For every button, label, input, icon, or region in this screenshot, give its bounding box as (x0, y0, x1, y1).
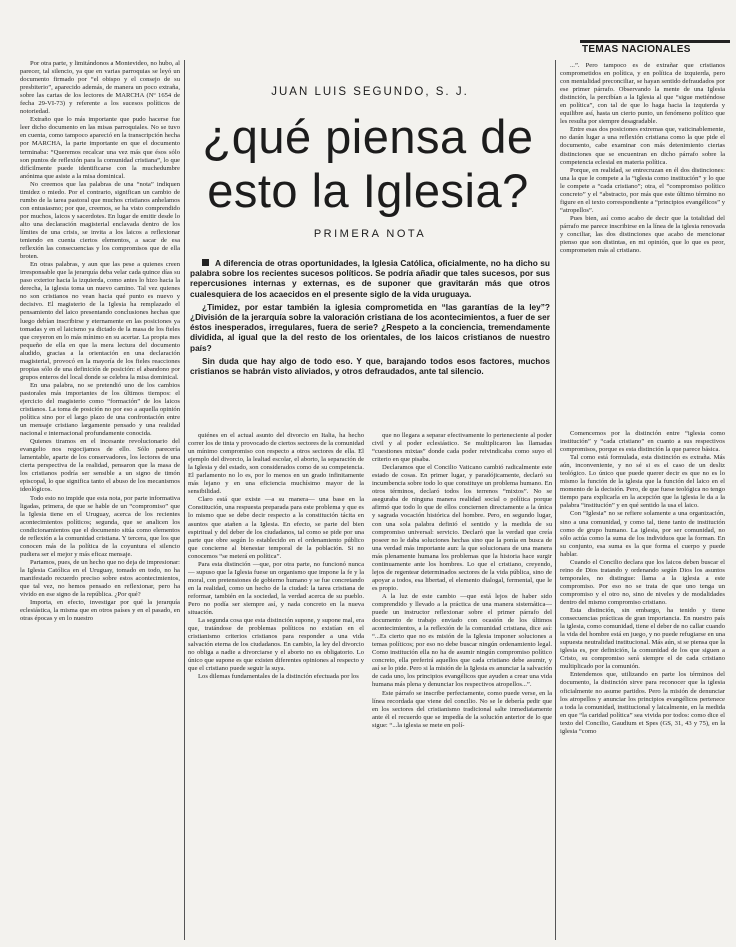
article-title (188, 110, 548, 218)
body-paragraph: Por otra parte, y limitándonos a Montevideo, no hubo, al parecer, tal silencio, ya que en varias parroquias se leyó un documento firmado por “el obispo y el consejo de su presbiterio”, aparecido además, de manera un poco extraña, sobre las cartas de los lectores de MARCHA (Nº 1654 de fecha 29-VI-73) y referente a los sucesos políticos de notoriedad. (20, 60, 180, 116)
body-paragraph: Los dilemas fundamentales de la distinción efectuada por los (198, 673, 359, 681)
body-paragraph: Tal como está formulada, esta distinción es extraña. Más aún, inconveniente, y no sé si es el caso de un desliz teológico. Lo único que puede querer decir es que no es lo mismo la función de la iglesia que la función del laico en el momento de la decisión. Pero, de que fuese teológica no tengo tiempo para explicarla en la acepción que la iglesia le da a la palabra “institución” y en qué sentido la usa el laico. (560, 454, 725, 510)
body-paragraph: Entendemos que, utilizando en parte los términos del documento, la distinción sirve para reconocer que la iglesia oficialmente no asume partidos. Pero la misión de denunciar los atropellos y anunciar los principios evangélicos pertenece a toda la comunidad, institucional y laicalmente, en la medida en que “la caridad política” sea vivida por todos: como dice el texto del Concilio, Gaudium et Spes (GS, 31, 43 y 75), en la iglesia “como (560, 671, 725, 735)
column-middle-1 (188, 432, 364, 937)
body-paragraph: En una palabra, no se pretendió uno de los cambios pastorales más importantes de los últimos tiempos: el ejercicio del magisterio como “formación” de los laicos cristianos. La toma de posición no por eso a aquella opinión política sino por el largo plazo de una confrontación entre un mensaje cristiano largamente pensado y una realidad nacional e internacional profundamente conocida. (20, 381, 180, 438)
body-paragraph: No creemos que las palabras de una “nota” indiquen timidez o miedo. Por el contrario, significan un cambio de rumbo de la tarea pastoral que muchos cristianos anhelamos con entusiasmo; por que, creemos, se ha visto comprendido por muchos, laicos y sacerdotes. En lugar de emitir desde lo alto una declaración magisterial enclavada dentro de los límites de una crisis, se invita a los laicos a reflexionar teniendo en cuenta ciertos elementos, a sacar de esa reflexión las consecuencias y los compromisos que de ella broten. (20, 180, 180, 261)
body-paragraph: Todo esto no impide que esta nota, por parte informativa ligadas, primera, de que se hable de un “compromiso” que la Iglesia tiene en el Uruguay, acerca de los recientes acontecimientos políticos; segunda, que se analicen los condicionamientos que el documento sitúa como elementos de reflexión a la comunidad cristiana. Y tercera, que los que conocen más de la política de la coyuntura el silencio pudiera ser el mejor y más eficaz mensaje. (20, 494, 180, 558)
body-paragraph: Comencemos por la distinción entre “iglesia como institución” y “cada cristiano” en cuanto a sus respectivos compromisos, porque es esta distinción la que parece básica. (560, 430, 725, 454)
body-paragraph: Porque, en realidad, se entrecruzan en él dos distinciones: una la que le compete a la “iglesia como institución” y lo que le compete a “cada cristiano”; otra, el “compromiso político concreto” y el “abstracto, por más que este último término no figure en el texto correspondiente a “principios evangélicos” y “atropellos”. (560, 166, 725, 214)
body-paragraph: Entre esas dos posiciones extremas que, vaticinablemente, no darán lugar a una reflexión cristiana como la que pide el documento, cabe examinar con más detenimiento ciertas distinciones que se encuentran en dicho párrafo sobre la competencia eclesial en materia política. (560, 126, 725, 166)
body-paragraph: Cuando el Concilio declara que los laicos deben buscar el reino de Dios tratando y ordenando según Dios los asuntos temporales, no distingue: llama a la iglesia a este compromiso. Por eso no se trata de que uno tenga un compromiso y el otro no, sino de niveles y de modalidades dentro del mismo compromiso cristiano. (560, 558, 725, 606)
column-right-top (560, 62, 725, 422)
bullet-square-icon (202, 259, 209, 266)
column-middle-2 (372, 432, 552, 937)
body-paragraph: Claro está que existe —a su manera— una base en la Constitución, una respuesta preparada para este problema y que es lo mismo que se debe decir respecto a la constitución tácita en asuntos que atañen a la Iglesia. En efecto, se parte del bien espiritual y del deber de los ciudadanos, tal como se pide por una parte que obre según lo establecido en el ordenamiento público que concierne al bienestar temporal de la población. Si no conocemos “se meterá en política”. (188, 496, 364, 560)
column-divider (184, 60, 185, 940)
body-paragraph: La segunda cosa que esta distinción supone, y supone mal, era que, tratándose de problemas políticos no existían en el cristianismo criterios cristianos para responder a una vida salvación eterna de los ciudadanos. En cambio, la ley del divorcio no obliga a nadie a divorciarse y el aborto no es obligatorio. Lo único que supone es que existen diferentes opiniones al respecto y que el cristiano puede seguir la suya. (188, 617, 364, 673)
section-rule (580, 40, 730, 43)
lead-paragraph: Sin duda que hay algo de todo eso. Y que, barajando todos esos factores, muchos cristianos se habrán visto aliviados, y otros defraudados, ante tal silencio. (190, 355, 550, 377)
article-subtitle: PRIMERA NOTA (313, 228, 427, 240)
title-line-1: ¿qué piensa de (202, 110, 534, 163)
body-paragraph: Declaramos que el Concilio Vaticano cambió radicalmente este estado de cosas. En primer lugar, y paradójicamente, declaró su incumbencia sobre todo lo que constituye un problema humano. En otros términos, declaró todos los terrenos “mixtos”. No se aseguraba de ninguna manera realidad social o política porque afirmó que todo lo que de ellos conciernen directamente a la única y sagrada vocación histórica del hombre. Pero, en segundo lugar, con una sola palabra definió el sentido y la medida de su compromiso universal: servicio. Declaró que la verdad que creía poseer no le daba soluciones hechas sino que la ponía en busca de una verdad más importante aun: la que solucionara de una manera más plenamente humana los problemas que la historia hace surgir continuamente ante los hombres. Lo que el cristiano, creyendo, lejos de regentear determinados sectores de la vida pública, sino de apoyar a todos, esa libertad, el elemento dialogal, fermental, que le es propio. (372, 464, 552, 592)
body-paragraph: Partamos, pues, de un hecho que no deja de impresionar: la Iglesia Católica en el Uruguay, tomado en todo, no ha manifestado recuerdo preciso sobre estos acontecimientos, que tal vez, no hemos pensado en reflexionar, pero ha vivido en ese signo de la república. ¿Por qué? (20, 558, 180, 599)
body-paragraph: Con “Iglesia” no se refiere solamente a una organización, sino a una comunidad, y como tal, tiene tanto de institución como de grupo humano. La iglesia, por ser comunidad, no sólo actúa como la suma de los individuos que la forman. En su conjunto, esa suma es la que forma el cuerpo y puede hablar. (560, 510, 725, 558)
column-divider (555, 60, 556, 940)
body-paragraph: quiénes en el actual asunto del divorcio en Italia, ha hecho correr los de tinta y provocado de ciertos sectores de la comunidad un mínimo compromiso con respecto a otros sectores de ella. El ejemplo del divorcio, la lealtad escolar, el aborto, la separación de la Iglesia y del estado, son considerados como de su competencia. El parlamento no lo es, por lo menos en un grado infinitamente más lejano y en una eficiencia muchísimo mayor de la sensibilidad. (188, 432, 364, 496)
body-paragraph: Este párrafo se inscribe perfectamente, como puede verse, en la línea recordada que viene del concilio. No se le debería pedir que en los sectores del cristianismo tradicional salte inmediatamente ante él el recuerdo que se impedía de la solución anterior de lo que sigue: “...la iglesia se mete en polí- (372, 689, 552, 729)
body-paragraph: En otras palabras, y aun que las pese a quienes creen irresponsable que la jerarquía deba velar cada quince días su paso exterior hacia la izquierda, como antes lo hizo hacia la derecha, la iglesia toma un nuevo camino. Tal vez quienes no son cristianos no vean hacia qué punto es nuevo y decisivo. El magisterio de la Iglesia ha remplazado el pensamiento del laico presentando conclusiones hechas que luego debían inscribirse y eternamente en las posiciones ya tomadas y en el laicismo ya dictado de la masa de los fieles que creyeron en lo más mínimo en su acertar. La propia mes pequeño de ella en que la mera lectura del documento aludido, gracias a la orientación en una declaración magisterial, provocó en la mayoría de los fieles reacciones propias sólo de una definición de posición: el abandono por grupos enteros del local donde se celebra la misa dominical. (20, 261, 180, 381)
body-paragraph: ...”. Pero tampoco es de extrañar que cristianos comprometidos en política, y en política de izquierda, pero con mentalidad preconciliar, se hayan sentido defraudados por ese primer párrafo. Observando la mente de una Iglesia distinción, la percibían a la Iglesia al que “sigue metiéndose en política”, con tal de que lo haga hacia la izquierda y equilibre así, hasta un cierto punto, un fenómeno político que les resulta por siempre desagradable. (560, 62, 725, 126)
article-lead (190, 258, 550, 379)
body-paragraph: Pues bien, así como acabo de decir que la totalidad del párrafo me parece inscribirse en la línea de la iglesia renovada y conciliar, las dos distinciones que acabo de mencionar pienso que son distintas, en mi opinión, que lo que es peor, comprometen más al cristiano. (560, 214, 725, 255)
title-line-2: esto la Iglesia? (207, 164, 529, 217)
section-label: TEMAS NACIONALES (582, 44, 691, 55)
column-left (20, 60, 180, 940)
body-paragraph: Esta distinción, sin embargo, ha tenido y tiene consecuencias prácticas de gran importancia. En nuestro país la iglesia, como comunidad, tiene el deber de no callar cuando la vida del hombre está en juego, y no puede refugiarse en una supuesta neutralidad institucional. Más aún, si se piensa que la iglesia es, por definición, la comunidad de los que siguen a Cristo, su compromiso será siempre el de cada cristiano multiplicado por la comunión. (560, 607, 725, 671)
article-author: JUAN LUIS SEGUNDO, S. J. (271, 86, 469, 98)
body-paragraph: Importa, en efecto, investigar por qué la jerarquía eclesiástica, la misma que en otros países y en el pasado, en otras épocas y en lo nuestro (20, 599, 180, 623)
column-right-bottom (560, 430, 725, 935)
body-paragraph: Quienes tiramos en el incesante revolucionario del evangelio nos regocijamos de ello. Sólo parecería lamentable, aparte de los conservadores, los lectores de una cierta perspectiva de la realidad, pensaron que la masa de los cristianos podría ser sensible a un signo de timón episcopal, lo que significa tanto el abuso de los mecanismos ideológicos. (20, 438, 180, 494)
lead-paragraph: A diferencia de otras oportunidades, la Iglesia Católica, oficialmente, no ha dicho su palabra sobre los recientes sucesos políticos. Se podría añadir que tales sucesos, por sus repercusiones internas y externas, es de suponer que gravitarán más que otros cualesquiera de los acaecidos en el presente siglo de la vida uruguaya. (190, 258, 550, 299)
body-paragraph: Extraño que lo más importante que pudo hacerse fue leer dicho documento en las misas parroquiales. No se tuvo en cuenta, como tampoco apareció en la transcripción hecha por MARCHA, la parte importante en que el documento terminaba: “Queremos recalcar una vez más que ésos sólo son puntos de reflexión para la comunidad cristiana”, lo que difícilmente puede identificarse con la muchedumbre anónima que asiste a la misa dominical. (20, 116, 180, 180)
body-paragraph: Para esta distinción —que, por otra parte, no funcionó nunca— supuso que la Iglesia fuese un organismo que impone la fe y la moral, con pretensiones de gobierno humano y se fue concretando en la realidad, como un hecho de la ciudad: la tarea cristiana de reformar, también en la sociedad, la verdad acerca de su pueblo. Pero no podía ser siempre así, y nada concreto en la nueva situación. (188, 560, 364, 617)
body-paragraph: que no llegara a separar efectivamente lo perteneciente al poder civil y al poder eclesiástico. Se multiplicaron las llamadas “cuestiones mixtas” donde cada poder reivindicaba como suyo el criterio en que pisaba. (372, 432, 552, 464)
lead-paragraph: ¿Timidez, por estar también la iglesia comprometida en “las garantías de la ley”? ¿División de la jerarquía sobre la valoración cristiana de los acontecimientos, a fuer de ser éstos inesperados, irregulares, fuera de serie? ¿Respeto a la conciencia, tremendamente dividida, al igual que la del resto de los orientales, de los laicos cristianos de nuestro país? (190, 301, 550, 353)
body-paragraph: A la luz de este cambio —que está lejos de haber sido comprendido y llevado a la práctica de una manera sistemática— puede un instructor reflexionar sobre el primer párrafo del documento de trabajo enviado con ocasión de los últimos acontecimientos, a la reflexión de la comunidad cristiana, dice así: “...Es cierto que no es misión de la Iglesia imponer soluciones a temas políticos; por eso no debe buscar ningún ordenamiento legal. Como institución ella no ha de asumir ningún compromiso político concreto, ella preferirá aquellos que cada cristiano debe asumir, y así se lo pide. Pero si la misión de la Iglesia es anunciar la salvación de cada uno, los principios evangélicos que ayuden a crear una vida humana más plena y denunciar los respectivos atropellos...”. (372, 592, 552, 689)
